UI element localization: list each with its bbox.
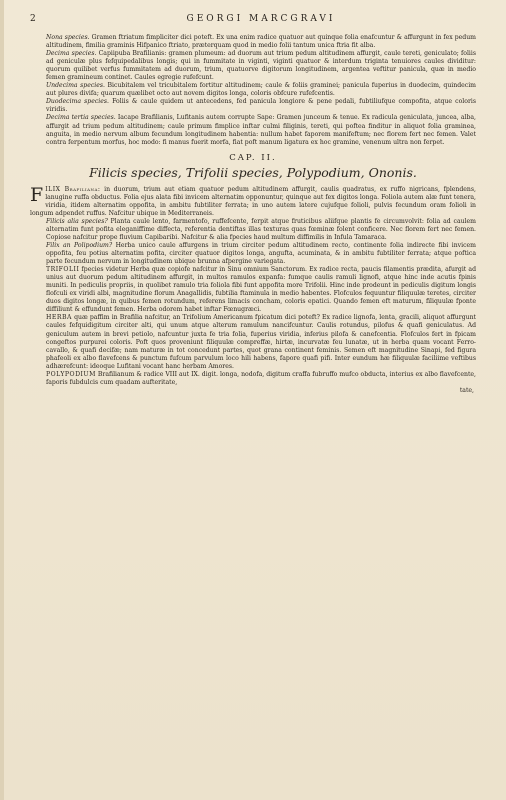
paragraph xyxy=(30,98,476,114)
paragraph-text: Capiipuba Brafilianis: gramen plumeum: ad duorum aut trium pedum altitudinem affurgit, caule tereti, geniculato; foliis ad geniculæ plus fefquipedalibus longis; qui in fummitate in viginti, viginti quatuor & interdum triginta tenuiores caules dividitur: quorum quilibet verfus fummitatem ad duorum, trium, quatuorve digitorum longitudinem, argentea veftitur panicula, quæ in medio femen gramineum continet. Caules egregie rufefcunt. xyxy=(46,50,476,82)
paragraph-lead: Filix an Polipodium? xyxy=(46,241,113,249)
running-title: GEORGI MARCGRAVI xyxy=(186,14,336,24)
paragraph-text: in duorum, trium aut etiam quatuor pedum altitudinem affurgit, caulis quadratus, ex ruffo nigricans, fplendens, lanugine ruffa obductus. Folia ejus alata fibi invicem alternatim opponuntur, quinque aut fex digitos longa. Foliola autem alæ funt tenera, viridia, itidem alternatim oppofita, in ambitu fubtiliter ferrata; in uno autem latere cujufque folioli, pulvis fecundum oram folioli in longum adpendet ruffus. Nafcitur ubique in Mediterraneis. xyxy=(30,185,476,217)
paragraph-lead: Decima species. xyxy=(46,50,97,58)
paragraph-lead: Decima tertia species. xyxy=(46,114,116,122)
paragraph-lead: Nona species. xyxy=(46,34,90,41)
paragraph xyxy=(30,183,476,218)
paragraph xyxy=(30,218,476,242)
paragraph-text: quæ paffim in Brafilia nafcitur, an Trifolium Americanum fpicatum dici poteft? Ex radice lignofa, lenta, gracili, aliquot affurgunt caules fefquidigitum circiter alti, qui unum atque alterum ramulum nancifcuntur. Caulis rotundus, pilofus & quafi geniculatus. Ad geniculum autem in brevi petiolo, nafcuntur juxta fe tria folia, fuperius viridia, inferius pilofa & canefcentia. Flofculos fert in fpicam congeftos purpurei coloris. Poft quos proveniunt filiquulæ compreffæ, hirtæ, incurvatæ feu lunatæ, ut in herba quam vocant Ferro-cavallo, & quafi decifæ; nam maturæ in tot concedunt partes, quot grana continent feminis. Semen eft magnitudine Sinapi, fed figura phafeoli ex albo flavefcens & punctum fufcum parvulum loco hili habens, fapore quafi pifi. Inter eundum hæ filiquulæ faciliime veftibus adhærefcunt: ideoque Lufitani vocant hanc herbam Amores. xyxy=(46,314,477,370)
paragraph xyxy=(30,242,476,266)
paragraph-text: Herba unico caule affurgens in trium circiter pedum altitudinem recto, continente folia indirecte fibi invicem oppofita, feu potius alternatim pofita, circiter quatuor digitos longa, angufta, acuminata, & in ambitu fubtiliter ferrata; atque poftica parte fecundum nervum in longitudinem ubique brunna afpergine variegata. xyxy=(46,241,476,266)
paragraph xyxy=(30,114,476,146)
catchword: tate, xyxy=(459,386,474,394)
paragraph-lead: HERBA xyxy=(46,314,72,322)
paragraph-text: Foliis & caule quidem ut antecedens, fed panicula longiore & pene pedali, fubtiliufque compofita, atque coloris viridis. xyxy=(46,98,476,114)
section-ferns xyxy=(30,183,477,395)
paragraph-lead: Duodecima species. xyxy=(46,98,109,106)
paragraph-text: fpecies videtur Herba quæ copiofe nafcitur in Sinu omnium Sanctorum. Ex radice recta, paucis filamentis prædita, afurgit ad unius aut duorum pedum altitudinem affurgit, in multos ramulos expanfa: fumque caulis ramuli lignofi, atque hinc inde acutis fpinis muniti. In pediculis propriis, in quolibet ramulo tria foliola fibi funt appofita more Trifolii. Hinc inde prodeunt in pediculis digitum longis flofculi ex viridi albi, magnitudine florum Anagallidis, fubtilia ftaminula in medio habentes. Flofculos fequuntur filiquulæ teretes, circiter duos digitos longæ, in quibus femen rotundum, referens limacis concham, coloris epatici. Quando femen eft maturum, filiquulæ fponte diffiliunt & effundunt femen. Herba odorem habet inftar Fœnugræci. xyxy=(46,266,477,314)
running-head xyxy=(30,14,476,30)
paragraph xyxy=(30,50,476,82)
paragraph-text: Brafilianum & radice VIII aut IX. digit. longa, nodofa, digitum craffa fubruffo mufco obducta, interius ex albo flavefcente, faporis fubdulcis cum quadam aufteritate, xyxy=(46,370,476,386)
paragraph xyxy=(30,34,476,50)
paragraph-text: Bicubitalem vel tricubitalem fortitur altitudinem; caule & foliis graminei; panicula fuperius in duodecim, quindecim aut plures divifa; quarum quælibet octo aut novem digitos longa, coloris obfcure rufefcentis. xyxy=(46,82,476,98)
page-number: 2 xyxy=(30,14,38,24)
paragraph xyxy=(30,266,476,314)
paragraph-text: Gramen ftriatum fimpliciter dici poteft. Ex una enim radice quatuor aut quinque folia enafcuntur & affurgunt in fex pedum altitudinem, fimilia graminis Hifpanico ftriato, præterquam quod in medio folii tantum unica ftria fit alba. xyxy=(46,34,476,50)
paragraph-lead: POLYPODIUM xyxy=(46,370,96,378)
chapter-label: CAP. II. xyxy=(229,152,277,163)
paragraph xyxy=(30,371,476,387)
paragraph xyxy=(30,82,476,98)
drop-cap: F xyxy=(30,183,44,206)
paragraph-lead: Filicis alia species? xyxy=(46,217,108,225)
chapter-title: Filicis species, Trifolii species, Polypodium, Ononis. xyxy=(89,164,417,180)
paragraph-lead: TRIFOLII xyxy=(46,266,80,274)
paragraph-lead: Undecima species. xyxy=(46,82,105,90)
paragraph-text: Planta caule lento, farmentofo, ruffefcente, ferpit atque fruticibus aliifque plantis fe circumvolvit: folia ad caulem alternatim funt pofita eleganiffime diffecta, referentia dentiftas illas texturas quas fœminæ folent conficere. Nec florem fert nec femen. Copiose nafcitur prope fluvium Capibaribi. Nafcitur & alia fpecies haud multum diffimilis in Infula Tamaraca. xyxy=(46,217,476,241)
section-grasses xyxy=(30,34,476,147)
paragraph-lead: ILIX Brafiliana: xyxy=(45,185,101,193)
paragraph-text: Iacape Brafilianis, Lufitanis autem corrupte Sape: Gramen junceum & tenue. Ex radicula geniculata, juncea, alba, affurgit ad trium pedum altitudinem; caule primum fimplice inftar culmi filiginis, tereti, qui poftea finditur in aliquot folia graminea, anguita, in medio nervum album fecundum longitudinem habentia: nullum habet faporem manifeftum; nec florem fert nec femen. Valet contra ferpentum morfus, hoc modo: fi manus fuerit morfa, fiat poft manum ligatura ex hoc gramine, venenum ultra non ferpet. xyxy=(46,114,476,146)
paragraph xyxy=(30,314,476,370)
